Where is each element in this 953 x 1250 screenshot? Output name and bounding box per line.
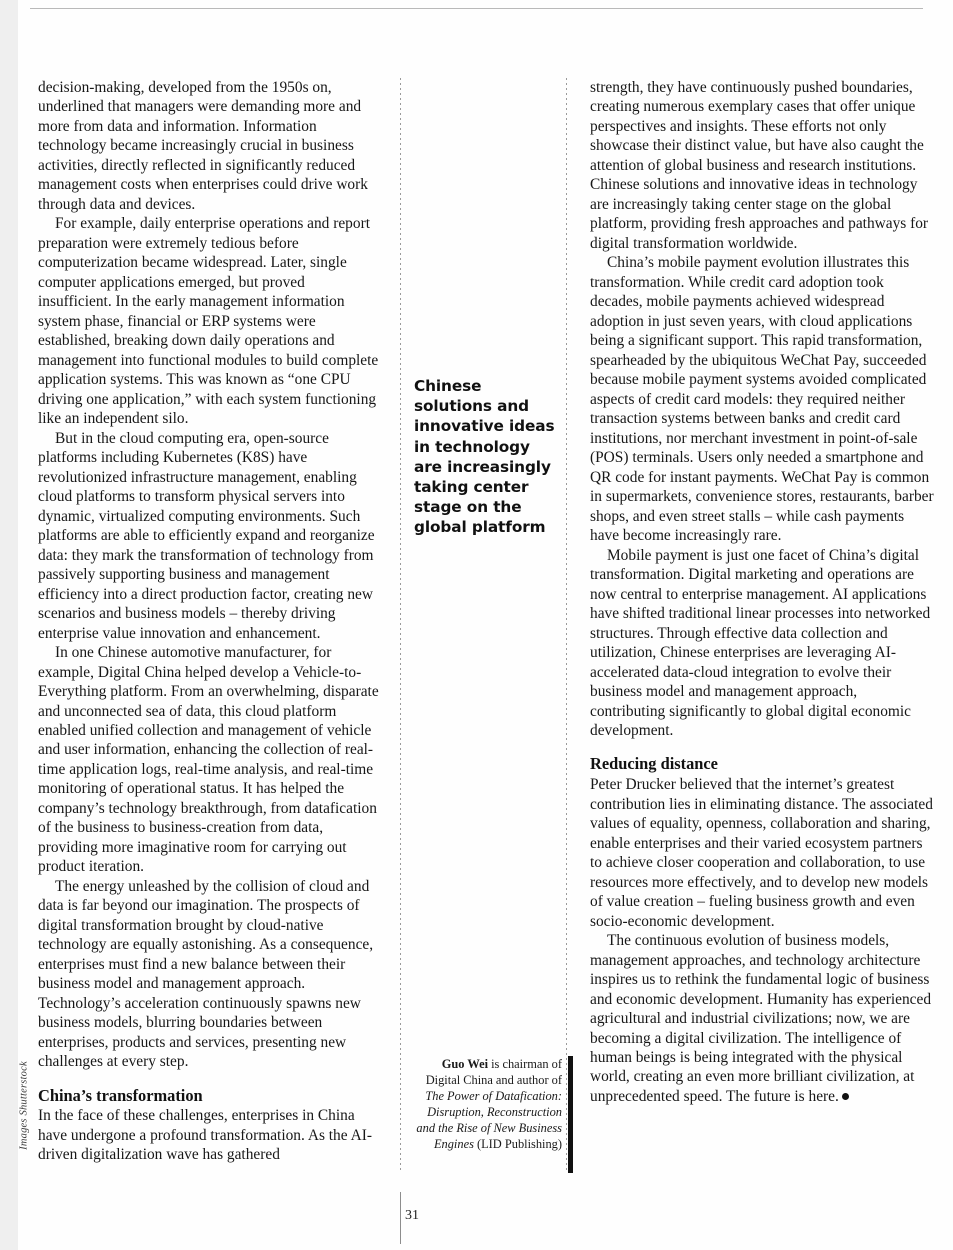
gutter-rule-left xyxy=(400,78,401,1172)
folio-rule xyxy=(400,1192,401,1244)
section-subheading-reducing-distance: Reducing distance xyxy=(590,754,718,774)
gutter-rule-right xyxy=(566,78,567,1172)
left-edge-bar xyxy=(0,0,18,1250)
paragraph: Mobile payment is just one facet of China’s digital transformation. Digital marketing and operations are now central to enterprise management. AI applications have shifted traditional linear processes into networked structures. Through effective data collection and utilization, Chinese enterprises are leveraging AI-accelerated data-cloud integration to evolve their business model and management approach, contributing significantly to global digital economic development. xyxy=(590,546,931,739)
author-book-title: The Power of Datafication: Disruption, Reconstruction and the Rise of New Business Engines xyxy=(416,1089,562,1152)
pull-quote: Chinese solutions and innovative ideas in technology are increasingly taking center stage on the global platform xyxy=(414,377,555,537)
paragraph: China’s mobile payment evolution illustrates this transformation. While credit card adoption took decades, mobile payments achieved widespread adoption in just seven years, with cloud applications being a significant support. This rapid transformation, spearheaded by the ubiquitous WeChat Pay, succeeded because mobile payment systems avoided complicated aspects of credit card models: they required neither transaction systems between banks and credit card institutions, nor merchant investment in point-of-sale (POS) terminals. Users only needed a smartphone and QR code for instant payments. WeChat Pay is common in supermarkets, convenience stores, restaurants, barber shops, and even street stalls – while cash payments have become increasingly rare. xyxy=(590,254,934,545)
paragraph-final xyxy=(590,931,935,1106)
paragraph: decision-making, developed from the 1950s on, underlined that managers were demanding more and more from data and information. Information technology became increasingly crucial in business activities, directly reflected in significantly reduced management costs when enterprises could drive work through data and devices. xyxy=(38,79,368,213)
body-column-left xyxy=(38,78,380,1165)
paragraph: For example, daily enterprise operations and report preparation were extremely tedious before computerization became widespread. Later, single computer applications emerged, but proved insufficient. In the early management information system phase, financial or ERP systems were established, breaking down daily operations and management into functional modules to build complete application systems. This was known as “one CPU driving one application,” with each system functioning like an independent silo. xyxy=(38,215,379,428)
paragraph: The energy unleashed by the collision of cloud and data is far beyond our imagination. The prospects of digital transformation brought by cloud-native technology are equally astonishing. As a consequence, enterprises must find a new balance between their business model and management approach. Technology’s acceleration continuously spawns new business models, blurring boundaries between enterprises, products and services, presenting new challenges at every step. xyxy=(38,877,374,1071)
paragraph: In the face of these challenges, enterprises in China have undergone a profound transformation. As the AI-driven digitalization wave has gathered xyxy=(38,1107,372,1164)
author-bio-rule xyxy=(568,1056,573,1173)
author-bio-line2: (LID Publishing) xyxy=(473,1137,562,1152)
author-name: Guo Wei xyxy=(441,1057,489,1071)
paragraph: strength, they have continuously pushed boundaries, creating numerous exemplary cases that offer unique perspectives and insights. These efforts not only showcase their distinct value, but have also caught the attention of global business and research institutions. Chinese solutions and innovative ideas in technology are increasingly taking center stage on the global platform, providing fresh approaches and pathways for digital transformation worldwide. xyxy=(590,79,929,252)
body-column-right xyxy=(590,78,935,1106)
author-bio xyxy=(406,1056,562,1152)
paragraph: But in the cloud computing era, open-source platforms including Kubernetes (K8S) have revolutionized infrastructure management, enabling cloud platforms to transform physical servers into dynamic, virtualized computing environments. Such platforms are able to efficiently expand and reorganize data: they mark the transformation of technology from passively supporting business and management efficiency into a direct production factor, creating new scenarios and business models – thereby driving enterprise value innovation and enhancement. xyxy=(38,429,375,642)
paragraph: Peter Drucker believed that the internet’s greatest contribution lies in eliminating distance. The associated values of equality, openness, collaboration and sharing, enable enterprises and their varied ecosystem partners to achieve closer cooperation and collaboration, to use resources more effectively, and to develop new models of value creation – fueling business growth and even socio-economic development. xyxy=(590,776,933,930)
image-credit: Images Shutterstock xyxy=(18,1061,30,1150)
paragraph: In one Chinese automotive manufacturer, for example, Digital China helped develop a Vehicle-to-Everything platform. From an overwhelming, disparate and unconnected sea of data, this cloud platform enabled unified collection and management of vehicle and user information, enhancing the collection of real-time application logs, real-time analysis, and real-time monitoring of operational status. It has helped the company’s technology breakthrough, from datafication of the business to business-creation from data, providing more imaginative room for carrying out product iteration. xyxy=(38,644,379,876)
page-number: 31 xyxy=(405,1208,419,1223)
top-rule-divider xyxy=(30,8,923,9)
section-subheading-chinas-transformation: China’s transformation xyxy=(38,1085,203,1105)
end-of-article-dot-icon xyxy=(842,1093,849,1100)
paragraph-final-text: The continuous evolution of business models, management approaches, and technology architecture inspires us to rethink the fundamental logic of business and economic development. Humanity has experienced agricultural and industrial civilizations; now, we are becoming a digital civilization. The intelligence of human beings is being integrated with the physical world, creating an even more brilliant civilization, at unprecedented speed. The future is here. xyxy=(590,932,932,1105)
author-bio-line1: is chairman of Digital China and author of xyxy=(425,1057,562,1088)
